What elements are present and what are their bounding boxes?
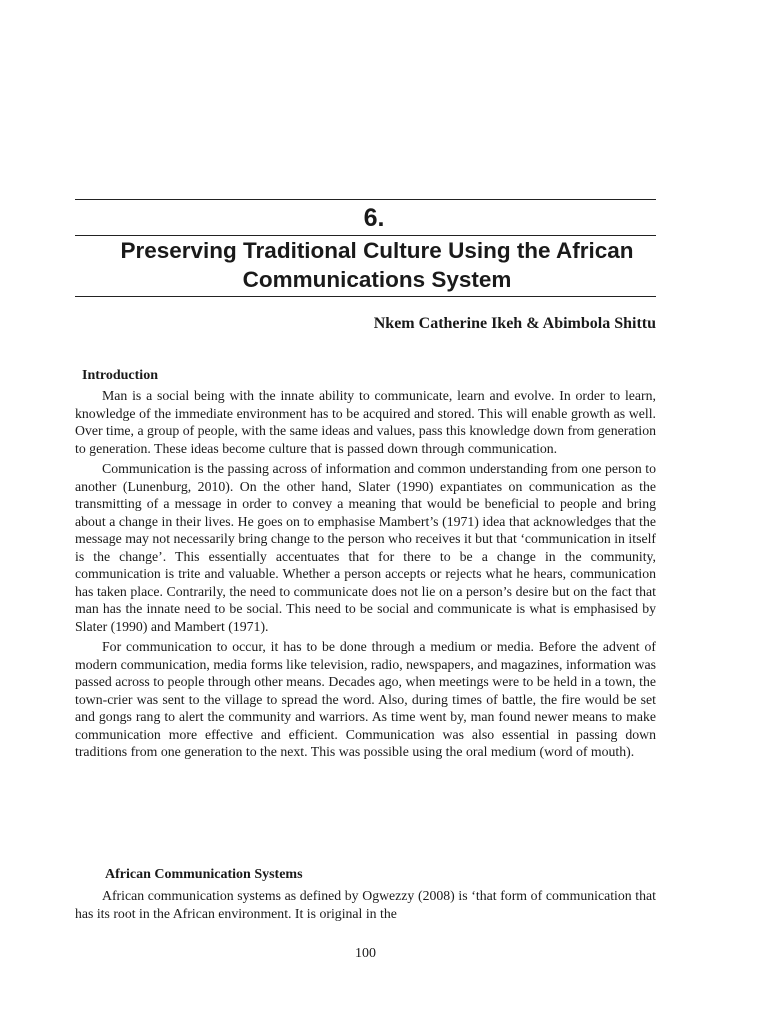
chapter-title: Preserving Traditional Culture Using the African Communications System	[120, 238, 634, 292]
section-heading-african-communication-systems: African Communication Systems	[105, 867, 303, 882]
title-bottom-rule	[75, 296, 656, 297]
page-number: 100	[355, 946, 376, 961]
top-rule	[75, 199, 656, 200]
chapter-authors: Nkem Catherine Ikeh & Abimbola Shittu	[373, 315, 656, 332]
section-heading-introduction: Introduction	[82, 368, 158, 383]
body-paragraph: For communication to occur, it has to be done through a medium or media. Before the advent of modern communication, media forms like television, radio, newspapers, and magazines, information was passed across to people through other means. Decades ago, when meetings were to be held in a town, the town-crier was sent to the village to spread the word. Also, during times of battle, the fire would be set and gongs rang to alert the community and warriors. As time went by, man found newer means to make communication more effective and efficient. Communication was also essential in passing down traditions from one generation to the next. This was possible using the oral medium (word of mouth).	[75, 639, 656, 759]
body-paragraph: Man is a social being with the innate ability to communicate, learn and evolve. In order to learn, knowledge of the immediate environment has to be acquired and stored. This will enable growth as well. Over time, a group of people, with the same ideas and values, pass this knowledge down from generation to generation. These ideas become culture that is passed down through communication.	[75, 388, 656, 456]
african-communication-body	[75, 887, 656, 922]
body-paragraph: African communication systems as defined by Ogwezzy (2008) is ‘that form of communication that has its root in the African environment. It is original in the	[75, 888, 656, 921]
body-paragraph: Communication is the passing across of information and common understanding from one person to another (Lunenburg, 2010). On the other hand, Slater (1990) expantiates on communication as the transmitting of a message in order to convey a meaning that would be beneficial to people and bring about a change in their lives. He goes on to emphasise Mambert’s (1971) idea that acknowledges that the message may not necessarily bring change to the person who receives it but that ‘communication in itself is the change’. This essentially accentuates that for there to be a change in the community, communication is trite and valuable. Whether a person accepts or rejects what he hears, communication has taken place. Contrarily, the need to communicate does not lie on a person’s desire but on the fact that man has the innate need to be social. This need to be social and communicate is what is emphasised by Slater (1990) and Mambert (1971).	[75, 461, 656, 634]
book-page	[75, 0, 656, 1024]
chapter-number: 6.	[363, 204, 385, 232]
introduction-body	[75, 387, 656, 761]
